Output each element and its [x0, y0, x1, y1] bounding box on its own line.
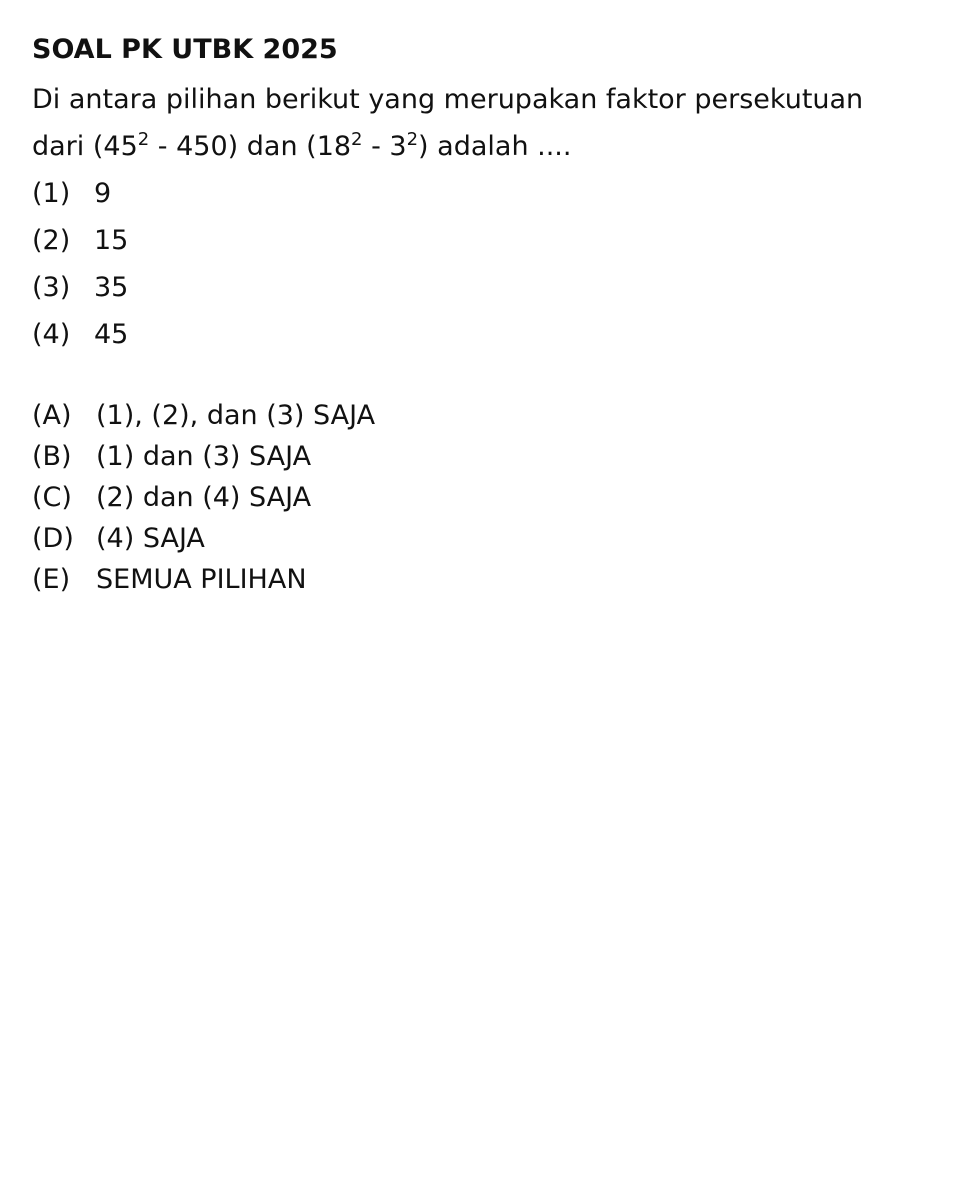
answer-option-a[interactable] — [32, 395, 928, 436]
answer-option-d[interactable] — [32, 518, 928, 559]
statement-list — [32, 170, 928, 358]
exponent-2: 2 — [351, 129, 363, 150]
option-marker: (A) — [32, 400, 72, 431]
option-text: (1) dan (3) SAJA — [96, 441, 312, 472]
option-text: (4) SAJA — [96, 523, 205, 554]
answer-option-e[interactable] — [32, 559, 928, 600]
page-title: SOAL PK UTBK 2025 — [32, 34, 338, 65]
statement-value: 35 — [94, 272, 129, 303]
answer-option-list — [32, 395, 928, 600]
question-part-d: ) adalah .... — [418, 131, 572, 162]
option-text: SEMUA PILIHAN — [96, 564, 307, 595]
statement-value: 9 — [94, 178, 112, 209]
statement-item — [32, 217, 928, 264]
option-text: (1), (2), dan (3) SAJA — [96, 400, 376, 431]
option-marker: (D) — [32, 523, 74, 554]
question-part-a: dari (45 — [32, 131, 138, 162]
question-line-2 — [32, 123, 928, 170]
statement-value: 15 — [94, 225, 129, 256]
statement-marker: (3) — [32, 272, 71, 303]
statement-item — [32, 311, 928, 358]
option-text: (2) dan (4) SAJA — [96, 482, 312, 513]
statement-item — [32, 264, 928, 311]
statement-value: 45 — [94, 319, 129, 350]
answer-option-c[interactable] — [32, 477, 928, 518]
statement-marker: (1) — [32, 178, 71, 209]
statement-marker: (2) — [32, 225, 71, 256]
statement-marker: (4) — [32, 319, 71, 350]
exponent-1: 2 — [137, 129, 150, 150]
option-marker: (B) — [32, 441, 72, 472]
option-marker: (C) — [32, 482, 72, 513]
answer-option-b[interactable] — [32, 436, 928, 477]
question-text — [32, 76, 928, 170]
question-part-c: - 3 — [362, 131, 407, 162]
option-marker: (E) — [32, 564, 71, 595]
question-page — [32, 30, 928, 600]
exponent-3: 2 — [406, 129, 419, 150]
question-line-1: Di antara pilihan berikut yang merupakan faktor persekutuan — [32, 84, 864, 115]
statement-item — [32, 170, 928, 217]
question-part-b: - 450) dan (18 — [149, 131, 352, 162]
